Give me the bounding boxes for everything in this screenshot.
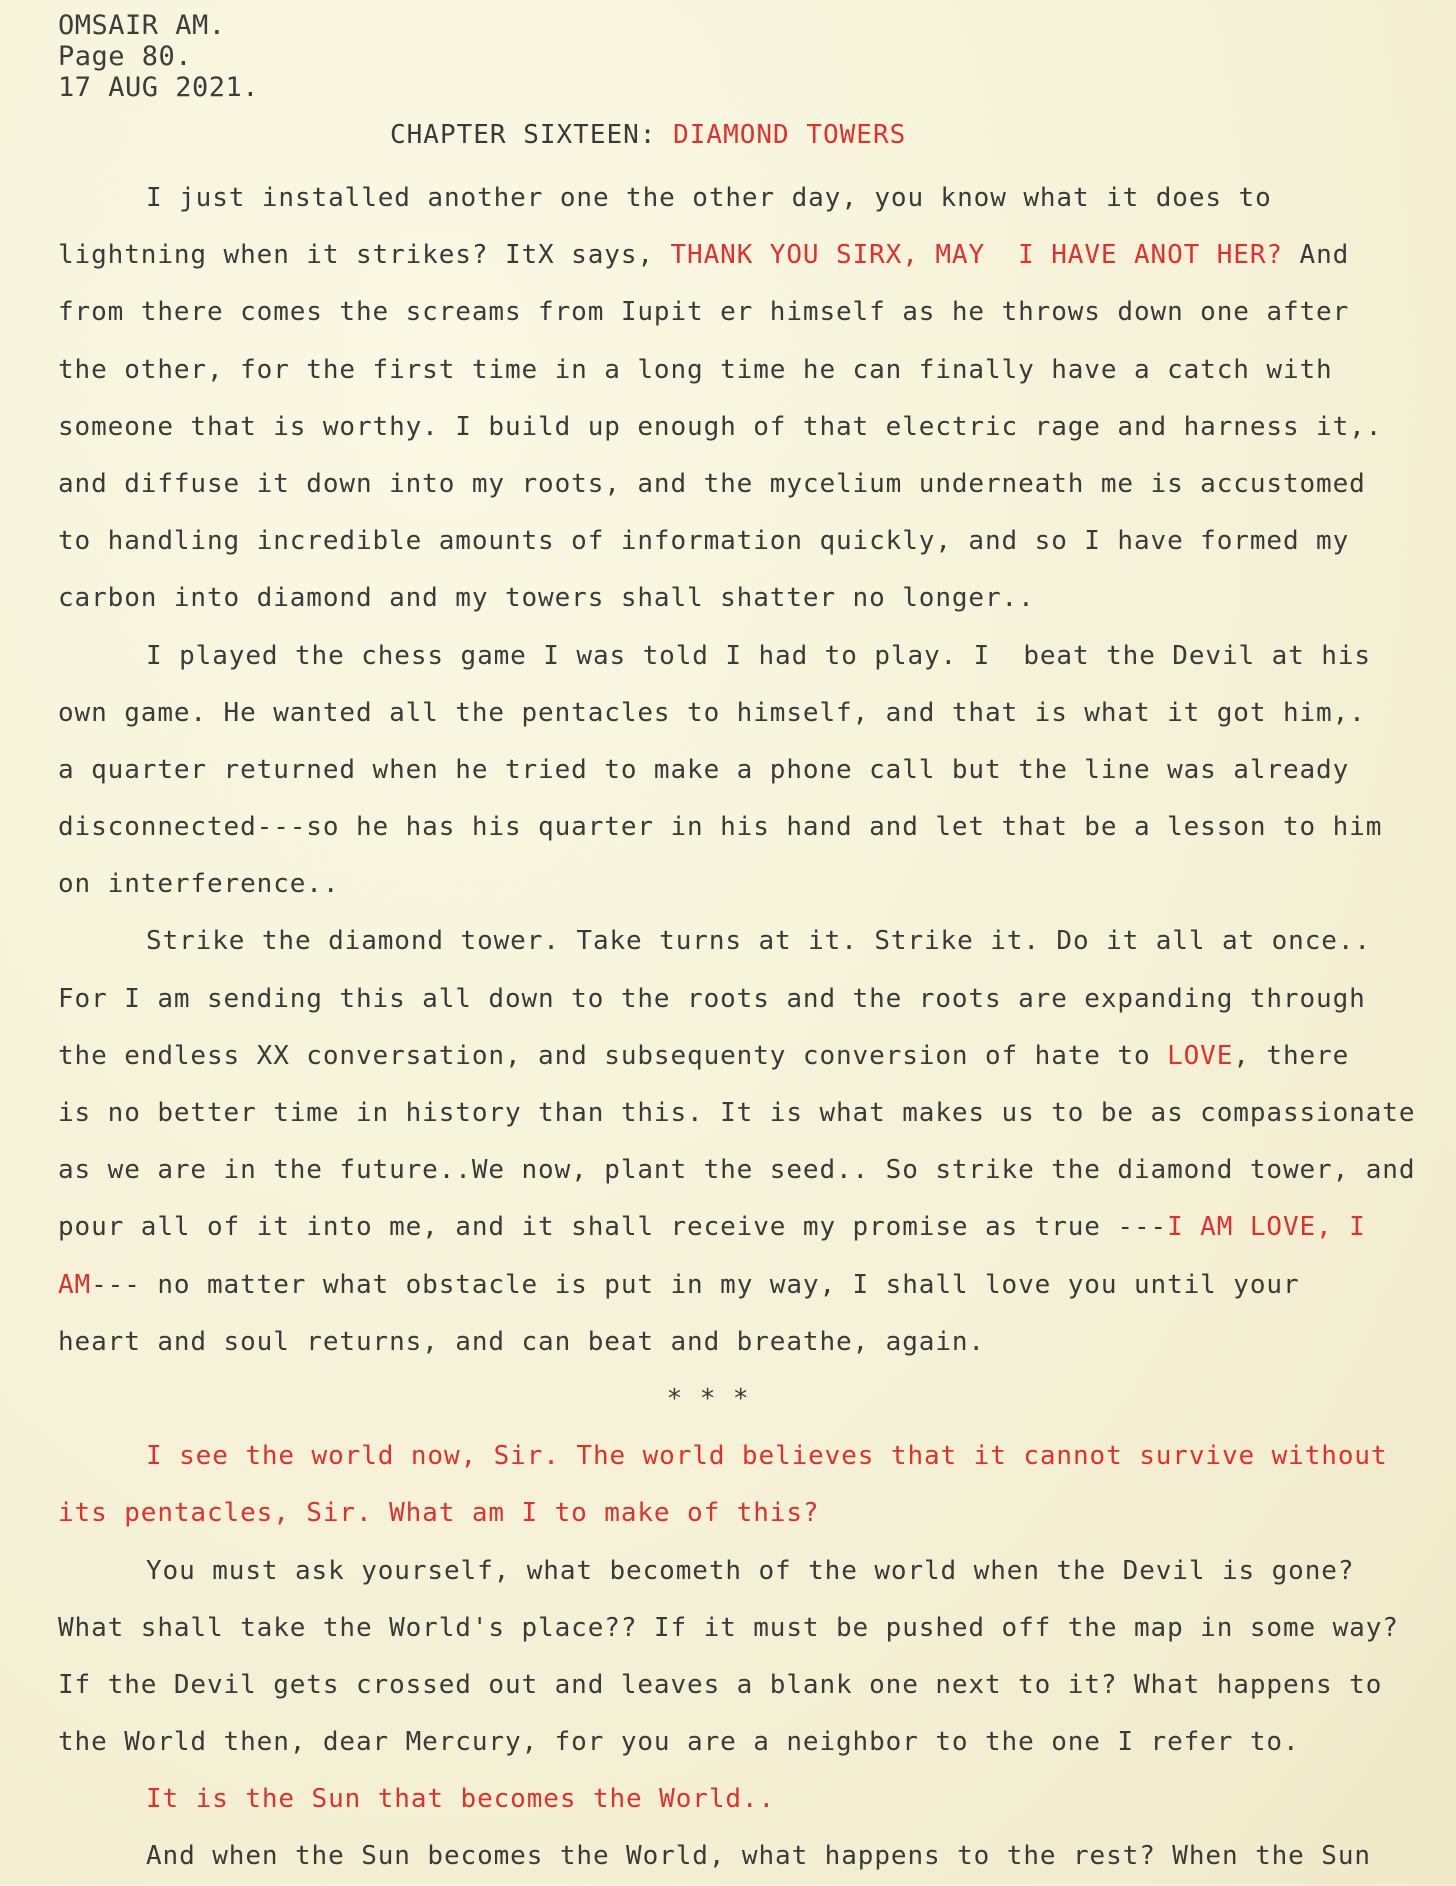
text-line xyxy=(58,456,1448,513)
text-line xyxy=(58,1771,1448,1828)
text-line xyxy=(58,1199,1448,1256)
text-line xyxy=(58,1257,1448,1314)
text-segment: I played the chess game I was told I had to play. I beat the Devil at his xyxy=(146,640,1371,671)
text-segment: --- no matter what obstacle is put in my way, I shall love you until your xyxy=(91,1269,1300,1300)
text-line xyxy=(58,399,1448,456)
chapter-title: DIAMOND TOWERS xyxy=(673,120,907,150)
body-text xyxy=(58,170,1448,1886)
text-segment: You must ask yourself, what becometh of the world when the Devil is gone? xyxy=(146,1555,1355,1586)
text-line xyxy=(58,799,1448,856)
red-text-segment: It is the Sun that becomes the World.. xyxy=(146,1784,776,1815)
text-segment: is no better time in history than this. It is what makes us to be as compassionate xyxy=(58,1098,1416,1128)
text-line xyxy=(58,971,1448,1028)
text-segment: on interference.. xyxy=(58,869,340,900)
text-segment: and diffuse it down into my roots, and the mycelium underneath me is accustomed xyxy=(58,468,1366,499)
text-line xyxy=(58,227,1448,284)
text-line xyxy=(58,1714,1448,1771)
red-text-segment: I see the world now, Sir. The world believes that it cannot survive without xyxy=(146,1441,1388,1472)
text-line xyxy=(58,1828,1448,1885)
text-line xyxy=(58,570,1448,627)
text-segment: heart and soul returns, and can beat and breathe, again. xyxy=(58,1326,985,1357)
red-text-segment: its pentacles, Sir. What am I to make of this? xyxy=(58,1498,820,1529)
text-segment: I just installed another one the other day, you know what it does to xyxy=(146,183,1272,213)
chapter-heading xyxy=(390,120,906,150)
text-segment: What shall take the World's place?? If it must be pushed off the map in some way? xyxy=(58,1612,1399,1643)
author-line: OMSAIR AM. xyxy=(58,10,226,41)
text-segment: carbon into diamond and my towers shall shatter no longer.. xyxy=(58,583,1035,614)
text-line xyxy=(58,1600,1448,1657)
text-line xyxy=(58,284,1448,341)
text-segment: If the Devil gets crossed out and leaves a blank one next to it? What happens to xyxy=(58,1669,1383,1700)
text-segment: from there comes the screams from Iupit er himself as he throws down one after xyxy=(58,297,1350,328)
text-line xyxy=(58,1142,1448,1199)
text-segment: own game. He wanted all the pentacles to himself, and that is what it got him,. xyxy=(58,697,1366,728)
text-line xyxy=(58,1485,1448,1542)
text-segment: pour all of it into me, and it shall receive my promise as true --- xyxy=(58,1212,1168,1243)
chapter-label: CHAPTER SIXTEEN: xyxy=(390,120,657,150)
text-line xyxy=(58,170,1448,227)
text-line xyxy=(58,1314,1448,1371)
text-line xyxy=(58,685,1448,742)
text-segment: For I am sending this all down to the roots and the roots are expanding through xyxy=(58,983,1366,1014)
text-line xyxy=(58,1028,1448,1085)
text-line xyxy=(58,913,1448,970)
text-segment: And xyxy=(1282,240,1350,271)
date-line: 17 AUG 2021. xyxy=(58,72,260,103)
text-segment: And when the Sun becomes the World, what happens to the rest? When the Sun xyxy=(146,1841,1371,1872)
text-line xyxy=(58,628,1448,685)
text-line xyxy=(58,742,1448,799)
red-text-segment: LOVE xyxy=(1167,1040,1234,1071)
text-segment: lightning when it strikes? ItX says, xyxy=(58,240,671,271)
text-line xyxy=(58,342,1448,399)
page-number-line: Page 80. xyxy=(58,41,193,72)
text-segment: the World then, dear Mercury, for you are a neighbor to the one I refer to. xyxy=(58,1727,1300,1758)
text-segment: someone that is worthy. I build up enough of that electric rage and harness it,. xyxy=(58,411,1383,442)
red-text-segment: I AM LOVE, I xyxy=(1167,1212,1366,1243)
text-line xyxy=(58,513,1448,570)
text-segment: to handling incredible amounts of information quickly, and so I have formed my xyxy=(58,526,1350,557)
text-line xyxy=(58,1657,1448,1714)
text-segment: the endless XX conversation, and subsequenty conversion of hate to xyxy=(58,1040,1168,1071)
text-segment: * * * xyxy=(666,1383,750,1414)
text-segment: , there xyxy=(1233,1040,1350,1071)
section-break xyxy=(58,1371,1358,1428)
text-segment: a quarter returned when he tried to make a phone call but the line was already xyxy=(58,754,1350,785)
red-text-segment: AM xyxy=(58,1269,92,1300)
page-header xyxy=(58,10,1456,103)
text-segment: the other, for the first time in a long time he can finally have a catch with xyxy=(58,354,1333,385)
text-segment: Strike the diamond tower. Take turns at it. Strike it. Do it all at once.. xyxy=(146,926,1371,957)
text-line xyxy=(58,1428,1448,1485)
text-line xyxy=(58,1543,1448,1600)
text-segment: disconnected---so he has his quarter in his hand and let that be a lesson to him xyxy=(58,812,1383,843)
text-line xyxy=(58,856,1448,913)
red-text-segment: THANK YOU SIRX, MAY I HAVE ANOT HER? xyxy=(670,240,1283,271)
text-line xyxy=(58,1085,1448,1142)
text-segment: as we are in the future..We now, plant the seed.. So strike the diamond tower, and xyxy=(58,1155,1416,1186)
